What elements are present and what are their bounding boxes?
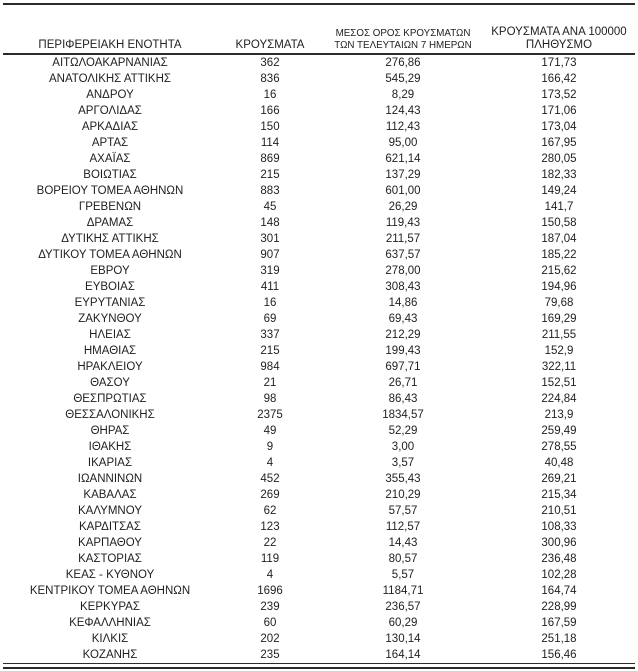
cases-cell: 4 — [266, 569, 274, 581]
per-100k-cell: 251,18 — [541, 633, 577, 645]
table-row — [3, 71, 635, 87]
table-row — [3, 519, 635, 535]
region-name-cell: ΑΡΚΑΔΙΑΣ — [81, 121, 139, 133]
table-row — [3, 103, 635, 119]
region-name-cell: ΚΟΖΑΝΗΣ — [3, 647, 217, 664]
region-name-cell: ΘΕΣΠΡΩΤΙΑΣ — [73, 393, 147, 405]
avg-7day-cell: 601,00 — [385, 185, 421, 197]
avg-7day-cell: 80,57 — [388, 553, 418, 565]
per-100k-cell: 169,29 — [541, 313, 577, 325]
table-header — [3, 5, 635, 54]
table-row — [3, 503, 635, 519]
avg-7day-cell: 137,29 — [385, 169, 421, 181]
cases-cell: 452 — [260, 473, 280, 485]
avg-7day-cell: 86,43 — [388, 393, 418, 405]
table-row — [3, 295, 635, 311]
region-name-cell: ΚΕΡΚΥΡΑΣ — [80, 601, 140, 613]
cases-cell: 16 — [263, 89, 277, 101]
region-name-cell: ΑΧΑΪΑΣ — [89, 153, 131, 165]
region-name-cell: ΓΡΕΒΕΝΩΝ — [78, 201, 142, 213]
per-100k-cell: 210,51 — [541, 505, 577, 517]
per-100k-cell: 182,33 — [541, 169, 577, 181]
avg-7day-cell: 119,43 — [385, 217, 421, 229]
region-name-cell: ΚΑΒΑΛΑΣ — [83, 489, 137, 501]
avg-7day-cell: 212,29 — [385, 329, 421, 341]
table-row — [3, 615, 635, 631]
avg-7day-cell: 130,14 — [385, 633, 421, 645]
avg-7day-cell: 545,29 — [385, 73, 421, 85]
avg-7day-cell: 621,14 — [385, 153, 421, 165]
cases-cell: 98 — [263, 393, 277, 405]
region-name-cell: ΑΝΔΡΟΥ — [86, 89, 134, 101]
region-name-cell: ΑΡΓΟΛΙΔΑΣ — [78, 105, 142, 117]
cases-cell: 4 — [266, 457, 274, 469]
per-100k-cell: 152,9 — [544, 345, 574, 357]
per-100k-cell: 171,06 — [541, 105, 577, 117]
region-name-cell: ΚΕΦΑΛΛΗΝΙΑΣ — [69, 617, 151, 629]
per-100k-cell: 269,21 — [541, 473, 577, 485]
per-100k-cell: 280,05 — [541, 153, 577, 165]
table-row — [3, 487, 635, 503]
per-100k-cell: 194,96 — [541, 281, 577, 293]
region-name-cell: ΑΝΑΤΟΛΙΚΗΣ ΑΤΤΙΚΗΣ — [48, 73, 171, 85]
per-100k-cell: 187,04 — [541, 233, 577, 245]
region-name-cell: ΚΙΛΚΙΣ — [91, 633, 129, 645]
cases-cell: 166 — [260, 105, 280, 117]
table-row — [3, 423, 635, 439]
avg-7day-cell: 26,71 — [388, 377, 418, 389]
per-100k-cell: 156,46 — [483, 647, 635, 664]
cases-cell: 984 — [260, 361, 280, 373]
header-cases — [217, 5, 323, 54]
avg-7day-cell: 52,29 — [388, 425, 418, 437]
table-row — [3, 407, 635, 423]
cases-cell: 269 — [260, 489, 280, 501]
cases-cell: 45 — [263, 201, 277, 213]
per-100k-cell: 166,42 — [541, 73, 577, 85]
per-100k-cell: 79,68 — [544, 297, 574, 309]
table-row — [3, 119, 635, 135]
region-name-cell: ΕΒΡΟΥ — [90, 265, 130, 277]
table-row — [3, 231, 635, 247]
per-100k-cell: 150,58 — [541, 217, 577, 229]
per-100k-cell: 185,22 — [541, 249, 577, 261]
cases-cell: 9 — [266, 441, 274, 453]
cases-cell: 2375 — [257, 409, 283, 421]
table-row — [3, 359, 635, 375]
avg-7day-cell: 1834,57 — [382, 409, 424, 421]
table-row — [3, 215, 635, 231]
region-name-cell: ΒΟΡΕΙΟΥ ΤΟΜΕΑ ΑΘΗΝΩΝ — [36, 185, 184, 197]
per-100k-cell: 278,55 — [541, 441, 577, 453]
cases-cell: 1696 — [257, 585, 283, 597]
cases-cell: 62 — [263, 505, 277, 517]
table-row — [3, 167, 635, 183]
cases-cell: 907 — [260, 249, 280, 261]
region-name-cell: ΙΩΑΝΝΙΝΩΝ — [77, 473, 143, 485]
table-row — [3, 135, 635, 151]
avg-7day-cell: 3,57 — [391, 457, 415, 469]
avg-7day-cell: 211,57 — [385, 233, 421, 245]
avg-7day-cell: 112,43 — [385, 121, 421, 133]
avg-7day-cell: 210,29 — [385, 489, 421, 501]
avg-7day-cell: 5,57 — [391, 569, 415, 581]
region-name-cell: ΑΡΤΑΣ — [91, 137, 129, 149]
avg-7day-cell: 57,57 — [388, 505, 418, 517]
per-100k-cell: 215,34 — [541, 489, 577, 501]
table-row — [3, 151, 635, 167]
table-row — [3, 647, 635, 664]
avg-7day-cell: 124,43 — [385, 105, 421, 117]
cases-cell: 869 — [260, 153, 280, 165]
cases-cell: 119 — [260, 553, 280, 565]
table-body — [3, 54, 635, 664]
avg-7day-cell: 276,86 — [385, 57, 421, 69]
region-name-cell: ΕΥΡΥΤΑΝΙΑΣ — [74, 297, 146, 309]
table-row — [3, 54, 635, 71]
cases-cell: 235 — [217, 647, 323, 664]
per-100k-cell: 228,99 — [541, 601, 577, 613]
avg-7day-cell: 95,00 — [388, 137, 418, 149]
cases-cell: 883 — [260, 185, 280, 197]
table-row — [3, 535, 635, 551]
table-row — [3, 327, 635, 343]
region-name-cell: ΔΡΑΜΑΣ — [86, 217, 134, 229]
region-name-cell: ΕΥΒΟΙΑΣ — [85, 281, 135, 293]
header-region-label: ΠΕΡΙΦΕΡΕΙΑΚΗ ΕΝΟΤΗΤΑ — [38, 39, 182, 51]
avg-7day-cell: 697,71 — [385, 361, 421, 373]
table-row — [3, 375, 635, 391]
avg-7day-cell: 308,43 — [385, 281, 421, 293]
cases-cell: 150 — [260, 121, 280, 133]
per-100k-cell: 173,04 — [541, 121, 577, 133]
header-region — [3, 5, 217, 54]
header-cases-label: ΚΡΟΥΣΜΑΤΑ — [235, 39, 305, 51]
avg-7day-cell: 14,43 — [388, 537, 418, 549]
table-row — [3, 279, 635, 295]
cases-cell: 411 — [260, 281, 280, 293]
table-row — [3, 87, 635, 103]
table-row — [3, 551, 635, 567]
avg-7day-cell: 236,57 — [385, 601, 421, 613]
region-name-cell: ΚΕΝΤΡΙΚΟΥ ΤΟΜΕΑ ΑΘΗΝΩΝ — [29, 585, 191, 597]
table-row — [3, 631, 635, 647]
cases-cell: 123 — [260, 521, 280, 533]
per-100k-cell: 108,33 — [541, 521, 577, 533]
avg-7day-cell: 3,00 — [391, 441, 415, 453]
cases-cell: 114 — [260, 137, 280, 149]
region-name-cell: ΘΕΣΣΑΛΟΝΙΚΗΣ — [65, 409, 155, 421]
avg-7day-cell: 60,29 — [388, 617, 418, 629]
regional-cases-table — [3, 3, 635, 669]
cases-cell: 301 — [260, 233, 280, 245]
region-name-cell: ΑΙΤΩΛΟΑΚΑΡΝΑΝΙΑΣ — [52, 57, 168, 69]
cases-cell: 16 — [263, 297, 277, 309]
region-name-cell: ΒΟΙΩΤΙΑΣ — [83, 169, 137, 181]
per-100k-cell: 167,95 — [541, 137, 577, 149]
per-100k-cell: 300,96 — [541, 537, 577, 549]
per-100k-cell: 141,7 — [544, 201, 574, 213]
table-row — [3, 391, 635, 407]
cases-cell: 319 — [260, 265, 280, 277]
avg-7day-cell: 112,57 — [385, 521, 421, 533]
table-row — [3, 183, 635, 199]
cases-cell: 69 — [263, 313, 277, 325]
cases-cell: 215 — [260, 169, 280, 181]
per-100k-cell: 152,51 — [541, 377, 577, 389]
cases-cell: 362 — [260, 57, 280, 69]
table-row — [3, 343, 635, 359]
region-name-cell: ΘΑΣΟΥ — [90, 377, 130, 389]
avg-7day-cell: 26,29 — [388, 201, 418, 213]
table-row — [3, 263, 635, 279]
avg-7day-cell: 199,43 — [385, 345, 421, 357]
region-name-cell: ΘΗΡΑΣ — [90, 425, 130, 437]
table-row — [3, 199, 635, 215]
cases-cell: 21 — [263, 377, 277, 389]
per-100k-cell: 215,62 — [541, 265, 577, 277]
per-100k-cell: 149,24 — [541, 185, 577, 197]
per-100k-cell: 173,52 — [541, 89, 577, 101]
table-row — [3, 599, 635, 615]
table-row — [3, 247, 635, 263]
table-row — [3, 471, 635, 487]
region-name-cell: ΗΡΑΚΛΕΙΟΥ — [77, 361, 143, 373]
cases-cell: 60 — [263, 617, 277, 629]
region-name-cell: ΚΑΛΥΜΝΟΥ — [78, 505, 142, 517]
per-100k-cell: 259,49 — [541, 425, 577, 437]
table-row — [3, 455, 635, 471]
avg-7day-cell: 8,29 — [391, 89, 415, 101]
region-name-cell: ΙΚΑΡΙΑΣ — [87, 457, 133, 469]
cases-cell: 215 — [260, 345, 280, 357]
header-avg7 — [323, 5, 483, 54]
region-name-cell: ΚΕΑΣ - ΚΥΘΝΟΥ — [65, 569, 155, 581]
cases-cell: 22 — [263, 537, 277, 549]
table-row — [3, 311, 635, 327]
per-100k-cell: 164,74 — [541, 585, 577, 597]
cases-cell: 836 — [260, 73, 280, 85]
region-name-cell: ΖΑΚΥΝΘΟΥ — [78, 313, 142, 325]
region-name-cell: ΗΛΕΙΑΣ — [89, 329, 131, 341]
avg-7day-cell: 164,14 — [323, 647, 483, 664]
per-100k-cell: 102,28 — [541, 569, 577, 581]
cases-cell: 337 — [260, 329, 280, 341]
cases-cell: 148 — [260, 217, 280, 229]
table-row — [3, 439, 635, 455]
region-name-cell: ΔΥΤΙΚΟΥ ΤΟΜΕΑ ΑΘΗΝΩΝ — [38, 249, 182, 261]
table-row — [3, 567, 635, 583]
cases-cell: 239 — [260, 601, 280, 613]
avg-7day-cell: 14,86 — [388, 297, 418, 309]
avg-7day-cell: 278,00 — [385, 265, 421, 277]
region-name-cell: ΙΘΑΚΗΣ — [88, 441, 132, 453]
avg-7day-cell: 637,57 — [385, 249, 421, 261]
per-100k-cell: 167,59 — [541, 617, 577, 629]
header-per100k — [483, 5, 635, 54]
header-avg7-line2: ΤΩΝ ΤΕΛΕΥΤΑΙΩΝ 7 ΗΜΕΡΩΝ — [334, 39, 472, 51]
header-per100k-line2: ΠΛΗΘΥΣΜΟ — [525, 38, 593, 51]
region-name-cell: ΚΑΡΔΙΤΣΑΣ — [79, 521, 141, 533]
per-100k-cell: 171,73 — [541, 57, 577, 69]
header-per100k-line1: ΚΡΟΥΣΜΑΤΑ ΑΝΑ 100000 — [491, 26, 627, 38]
region-name-cell: ΚΑΡΠΑΘΟΥ — [78, 537, 142, 549]
table-row — [3, 583, 635, 599]
per-100k-cell: 236,48 — [541, 553, 577, 565]
cases-cell: 202 — [260, 633, 280, 645]
avg-7day-cell: 1184,71 — [382, 585, 424, 597]
avg-7day-cell: 355,43 — [385, 473, 421, 485]
region-name-cell: ΗΜΑΘΙΑΣ — [83, 345, 137, 357]
per-100k-cell: 213,9 — [544, 409, 574, 421]
cases-cell: 49 — [263, 425, 277, 437]
cases-table — [3, 5, 635, 664]
per-100k-cell: 40,48 — [544, 457, 574, 469]
per-100k-cell: 211,55 — [541, 329, 577, 341]
header-row — [3, 5, 635, 54]
per-100k-cell: 322,11 — [541, 361, 577, 373]
header-avg7-line1: ΜΕΣΟΣ ΟΡΟΣ ΚΡΟΥΣΜΑΤΩΝ — [335, 28, 471, 39]
avg-7day-cell: 69,43 — [388, 313, 418, 325]
region-name-cell: ΔΥΤΙΚΗΣ ΑΤΤΙΚΗΣ — [61, 233, 159, 245]
region-name-cell: ΚΑΣΤΟΡΙΑΣ — [78, 553, 142, 565]
per-100k-cell: 224,84 — [541, 393, 577, 405]
